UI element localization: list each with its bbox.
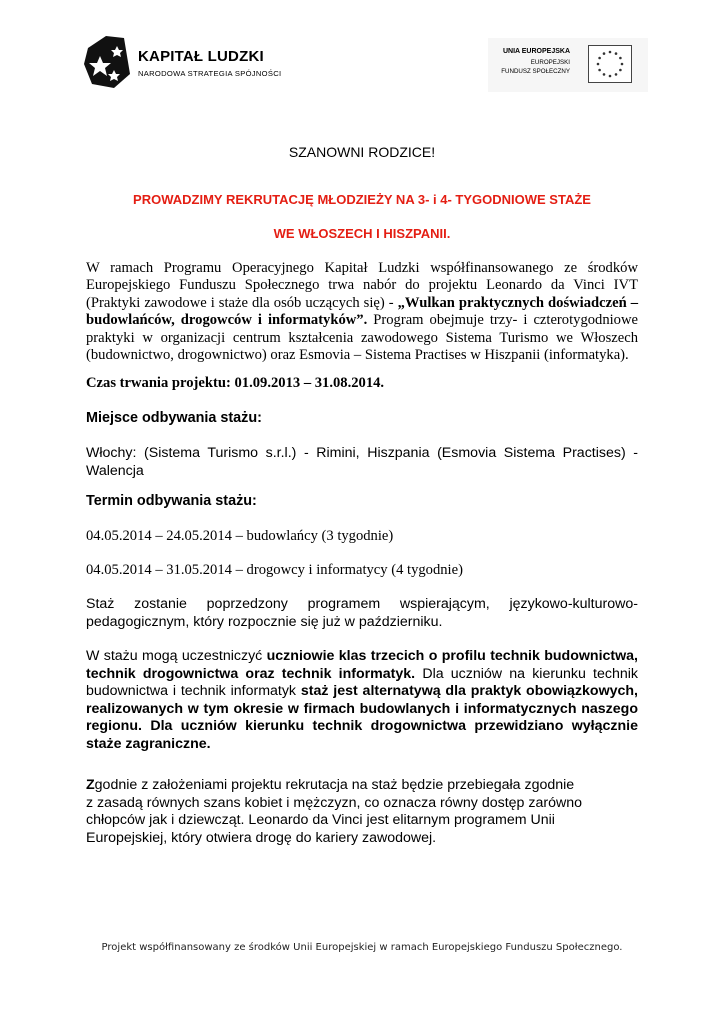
recruitment-headline: PROWADZIMY REKRUTACJĘ MŁODZIEŻY NA 3- i 4- TYGODNIOWE STAŻE bbox=[133, 192, 591, 207]
intro-text-part1: W ramach Programu Operacyjnego Kapitał Ludzki współfinansowanego ze środków Europejskiego Funduszu Społecznego trwa nabór do projektu Leonardo da Vinci IVT (Praktyki zawodowe i staże dla osób uczących się) - bbox=[86, 260, 638, 311]
greeting-heading: SZANOWNI RODZICE! bbox=[288, 144, 436, 160]
equality-paragraph bbox=[86, 777, 638, 847]
countries-headline: WE WŁOSZECH I HISZPANII. bbox=[273, 226, 451, 241]
participants-text-2: Dla uczniów na kierunku technik budownictwa i technik informatyk bbox=[86, 665, 638, 700]
equality-initial: Z bbox=[86, 777, 95, 793]
eu-logo bbox=[488, 38, 648, 92]
equality-line-4: Europejskiej, który otwiera drogę do kariery zawodowej. bbox=[86, 829, 437, 846]
eu-logo-line1: UNIA EUROPEJSKA bbox=[502, 48, 570, 55]
eu-logo-line3: FUNDUSZ SPOŁECZNY bbox=[501, 68, 570, 75]
footer-note: Projekt współfinansowany ze środków Unii Europejskiej w ramach Europejskiego Funduszu Społecznego. bbox=[101, 942, 623, 953]
place-heading: Miejsce odbywania stażu: bbox=[86, 410, 262, 426]
project-duration: Czas trwania projektu: 01.09.2013 – 31.08.2014. bbox=[86, 375, 385, 391]
kapital-ludzki-title: KAPITAŁ LUDZKI bbox=[138, 48, 264, 65]
intro-text-part2: Program obejmuje trzy- i czterotygodniowe praktyki w organizacji centrum kształcenia zawodowego Sistema Turismo we Włoszech (budownictwo, drogownictwo) oraz Esmovia – Sistema Practises w Hiszpanii (informatyka). bbox=[86, 312, 638, 364]
project-name: „Wulkan praktycznych doświadczeń – budowlańców, drogowców i informatyków”. bbox=[86, 294, 638, 329]
participants-bold-2: staż jest alternatywą dla praktyk obowiązkowych, realizowanych w tym okresie w firmach budowlanych i informatycznych naszego regionu. Dla uczniów kierunku technik drogownictwa przewidziano wyłącznie staże zagraniczne. bbox=[86, 683, 638, 752]
eu-flag-icon bbox=[588, 45, 632, 83]
term-heading: Termin odbywania stażu: bbox=[86, 493, 257, 509]
equality-line-2: z zasadą równych szans kobiet i mężczyzn, co oznacza równy dostęp zarówno bbox=[86, 794, 583, 811]
kapital-ludzki-subtitle: NARODOWA STRATEGIA SPÓJNOŚCI bbox=[138, 69, 282, 78]
participants-bold-1: uczniowie klas trzecich o profilu technik budownictwa, technik drogownictwa oraz technik informatyk. bbox=[86, 648, 639, 682]
participants-text-1: W stażu mogą uczestniczyć bbox=[86, 648, 267, 664]
equality-line-1: Zgodnie z założeniami projektu rekrutacja na staż będzie przebiegała zgodnie bbox=[86, 777, 575, 793]
participants-paragraph bbox=[86, 648, 638, 754]
intro-paragraph bbox=[86, 260, 638, 364]
term-date-builders: 04.05.2014 – 24.05.2014 – budowlańcy (3 tygodnie) bbox=[86, 528, 394, 544]
place-text: Włochy: (Sistema Turismo s.r.l.) - Rimini, Hiszpania (Esmovia Sistema Practises) - Walencja bbox=[86, 445, 638, 479]
preparation-paragraph: Staż zostanie poprzedzony programem wspierającym, językowo-kulturowo-pedagogicznym, który rozpocznie się już w październiku. bbox=[86, 596, 638, 630]
kapital-ludzki-star-icon bbox=[84, 34, 132, 90]
kapital-ludzki-logo bbox=[84, 34, 304, 94]
eu-logo-line2: EUROPEJSKI bbox=[530, 59, 570, 66]
term-date-roads-it: 04.05.2014 – 31.05.2014 – drogowcy i informatycy (4 tygodnie) bbox=[86, 562, 463, 578]
equality-line-3: chłopców jak i dziewcząt. Leonardo da Vinci jest elitarnym programem Unii bbox=[86, 812, 555, 829]
